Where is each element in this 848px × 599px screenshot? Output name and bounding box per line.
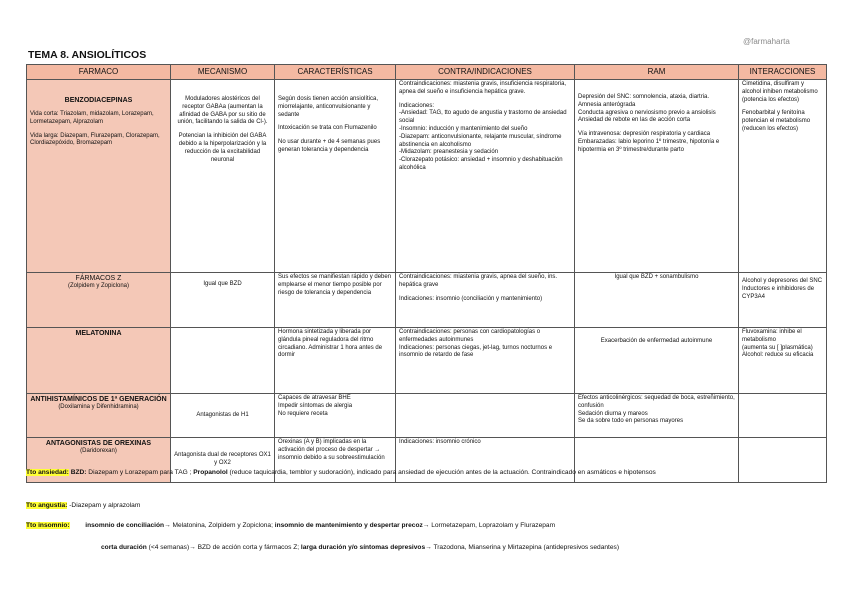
footer-ansiedad bbox=[26, 469, 826, 478]
interacciones-cell bbox=[739, 80, 827, 273]
table-row bbox=[27, 328, 827, 394]
header-caracteristicas: CARACTERÍSTICAS bbox=[275, 65, 396, 80]
contra-indicaciones-cell bbox=[396, 328, 575, 394]
text: (reduce taquicardia, temblor y sudoración), indicado para ansiedad de ejecución antes de la actuación. Contraindicado en asmáticos e hipotensos bbox=[227, 469, 656, 476]
text: BZD: bbox=[70, 469, 87, 476]
text: -Midazolam: preanestesia y sedación bbox=[399, 149, 499, 156]
text: larga duración y/o síntomas depresivos bbox=[300, 544, 426, 551]
table-row bbox=[27, 273, 827, 328]
text: Moduladores alostéricos del receptor GABAa (aumentan la afinidad de GABA por su sitio de unión, facilitando la salida de Cl-). bbox=[177, 96, 268, 126]
footer-insomnio bbox=[26, 522, 826, 531]
drug-cell-benzodiacepinas bbox=[27, 80, 171, 273]
drug-name: ANTIHISTAMÍNICOS DE 1ª GENERACIÓN bbox=[30, 396, 167, 403]
text: Ansiedad de rebote en las de acción corta bbox=[578, 117, 691, 124]
label-tto-insomnio: Tto insomnio: bbox=[26, 522, 70, 529]
footer-angustia bbox=[26, 502, 826, 511]
drug-name: FÁRMACOS Z bbox=[75, 275, 122, 282]
text: Vía intravenosa: depresión respiratoria y cardiaca bbox=[578, 131, 711, 138]
text: Depresión del SNC: somnolencia, ataxia, diartria. bbox=[578, 94, 710, 100]
header-farmaco: FARMACO bbox=[27, 65, 171, 80]
table-row bbox=[27, 80, 827, 273]
text: Diazepam y Lorazepam para TAG ; bbox=[86, 469, 194, 476]
mecanismo-cell bbox=[171, 80, 275, 273]
ram-cell: Igual que BZD + sonambulismo bbox=[575, 273, 739, 328]
text: Fenobarbital y fenitoína potencian el metabolismo (reducen los efectos) bbox=[742, 110, 811, 132]
text: Conducta agresiva o nerviosismo previo a ansiolisis bbox=[578, 109, 716, 116]
ram-cell bbox=[575, 394, 739, 438]
drug-cell-farmacos-z bbox=[27, 273, 171, 328]
drug-short-acting: Vida corta: Triazolam, midazolam, Lorazepam, Lormetazepam, Alprazolam bbox=[30, 111, 154, 125]
text: Indicaciones: personas ciegas, jet-lag, turnos nocturnos e insomnio de retardo de fase bbox=[399, 344, 553, 359]
header-ram: RAM bbox=[575, 65, 739, 80]
label-tto-angustia: Tto angustia: bbox=[26, 502, 68, 509]
header-interacciones: INTERACCIONES bbox=[739, 65, 827, 80]
watermark: @farmaharta bbox=[743, 37, 790, 46]
contra-indicaciones-cell bbox=[396, 80, 575, 273]
caracteristicas-cell: Sus efectos se manifiestan rápido y deben emplearse el menor tiempo posible por riesgo de tolerancia y dependencia bbox=[275, 273, 396, 328]
drug-name: BENZODIACEPINAS bbox=[64, 97, 133, 104]
mecanismo-cell bbox=[171, 328, 275, 394]
ram-cell: Exacerbación de enfermedad autoinmune bbox=[575, 328, 739, 394]
text: Intoxicación se trata con Flumazenilo bbox=[278, 125, 377, 132]
interacciones-cell bbox=[739, 394, 827, 438]
text: Contraindicaciones: personas con cardiopatologías o enfermedades autoinmunes bbox=[399, 329, 541, 343]
text: Indicaciones: bbox=[399, 102, 435, 109]
text: Impedir síntomas de alergia bbox=[278, 402, 353, 409]
mecanismo-cell: Antagonistas de H1 bbox=[171, 394, 275, 438]
drug-long-acting: Vida larga: Diazepam, Flurazepam, Clorazepam, Clordiazepóxido, Bromazepam bbox=[30, 132, 160, 147]
anxiolytics-table bbox=[26, 64, 827, 483]
text: -Ansiedad: TAG, tto agudo de angustia y trastorno de ansiedad social bbox=[399, 110, 567, 125]
text: Propanolol bbox=[193, 469, 228, 476]
drug-cell-antihistaminicos bbox=[27, 394, 171, 438]
text: Indicaciones: insomnio (conciliación y mantenimiento) bbox=[399, 295, 543, 302]
page-title: TEMA 8. ANSIOLÍTICOS bbox=[28, 49, 147, 61]
text: Contraindicaciones: miastenia gravis, apnea del sueño, ins. hepática grave bbox=[399, 274, 558, 288]
caracteristicas-cell bbox=[275, 80, 396, 273]
ram-cell bbox=[575, 80, 739, 273]
text: → Trazodona, Mianserina y Mirtazepina (antidepresivos sedantes) bbox=[425, 544, 620, 551]
text: Contraindicaciones: miastenia gravis, insuficiencia respiratoria, apnea del sueño e insuficiencia hepática grave. bbox=[399, 81, 567, 95]
drug-subtitle: (Daridorexan) bbox=[80, 448, 117, 455]
table-header-row bbox=[27, 65, 827, 80]
text: Potencian la inhibición del GABA debido a la hiperpolarización y la reducción de la excitabilidad neuronal bbox=[178, 133, 267, 163]
text: → Lormetazepam, Loprazolam y Flurazepam bbox=[422, 522, 556, 529]
text: Se da sobre todo en personas mayores bbox=[578, 418, 684, 425]
interacciones-cell bbox=[739, 328, 827, 394]
text: (<4 semanas)→ BZD de acción corta y fármacos Z; bbox=[146, 544, 301, 551]
text: No requiere receta bbox=[278, 410, 328, 417]
caracteristicas-cell bbox=[275, 394, 396, 438]
drug-name: MELATONINA bbox=[75, 330, 122, 337]
text: Fluvoxamina: inhibe el metabolismo bbox=[742, 329, 802, 343]
drug-cell-melatonina bbox=[27, 328, 171, 394]
mecanismo-cell: Antagonista dual de receptores OX1 y OX2 bbox=[171, 438, 275, 483]
contra-indicaciones-cell bbox=[396, 273, 575, 328]
text: Embarazadas: labio leporino 1º trimestre, hipotonía e hipotermia en 3º trimestre/durante parto bbox=[578, 138, 720, 153]
contra-indicaciones-cell bbox=[396, 394, 575, 438]
text: Alcohol: reduce su eficacia bbox=[742, 352, 814, 359]
text: corta duración bbox=[101, 544, 147, 551]
text: -Insomnio: inducción y mantenimiento del sueño bbox=[399, 125, 528, 132]
text: Cimetidina, disulfiram y alcohol inhiben metabolismo (potencia los efectos) bbox=[742, 81, 818, 103]
caracteristicas-cell: Orexinas (A y B) implicadas en la activación del proceso de despertar → insomnio debido a su sobreestimulación bbox=[275, 438, 396, 483]
text: insomnio de conciliación bbox=[85, 522, 165, 529]
caracteristicas-cell: Hormona sintetizada y liberada por glándula pineal reguladora del ritmo circadiano. Administrar 1 hora antes de dormir bbox=[275, 328, 396, 394]
text: Inductores e inhibidores de CYP3A4 bbox=[742, 285, 815, 300]
text: Amnesia anterógrada bbox=[578, 101, 636, 108]
text: No usar durante + de 4 semanas pues generan tolerancia y dependencia bbox=[278, 139, 381, 153]
text: Capaces de atravesar BHE bbox=[278, 395, 351, 401]
header-contra-indicaciones: CONTRA/INDICACIONES bbox=[396, 65, 575, 80]
table-row bbox=[27, 394, 827, 438]
text: Alcohol y depresores del SNC bbox=[742, 278, 823, 284]
text: -Clorazepato potásico: ansiedad + insomnio y deshabituación alcohólica bbox=[399, 157, 563, 171]
footer-insomnio-duracion bbox=[101, 544, 826, 553]
label-tto-ansiedad: Tto ansiedad: bbox=[26, 469, 69, 476]
text: Según dosis tienen acción ansiolítica, miorrelajante, anticonvulsionante y sedante bbox=[278, 96, 379, 118]
interacciones-cell bbox=[739, 273, 827, 328]
text: Efectos anticolinérgicos: sequedad de boca, estreñimiento, confusión bbox=[578, 395, 735, 409]
text: insomnio de mantenimiento y despertar precoz bbox=[274, 522, 423, 529]
text: Sedación diurna y mareos bbox=[578, 410, 648, 417]
drug-name: ANTAGONISTAS DE OREXINAS bbox=[45, 440, 152, 447]
text: → Melatonina, Zolpidem y Zopiclona; bbox=[164, 522, 275, 529]
text: (aumenta su [ ]plasmática) bbox=[742, 344, 813, 351]
drug-subtitle: (Zolpidem y Zopiclona) bbox=[67, 283, 130, 290]
mecanismo-cell: Igual que BZD bbox=[171, 273, 275, 328]
drug-subtitle: (Doxilamina y Difenhidramina) bbox=[58, 404, 139, 411]
text: -Diazepam: anticonvulsionante, relajante muscular, síndrome abstinencia en alcoholismo bbox=[399, 133, 562, 148]
text: -Diazepam y alprazolam bbox=[67, 502, 141, 509]
contra-indicaciones-cell: Indicaciones: insomnio crónico bbox=[396, 438, 575, 483]
header-mecanismo: MECANISMO bbox=[171, 65, 275, 80]
